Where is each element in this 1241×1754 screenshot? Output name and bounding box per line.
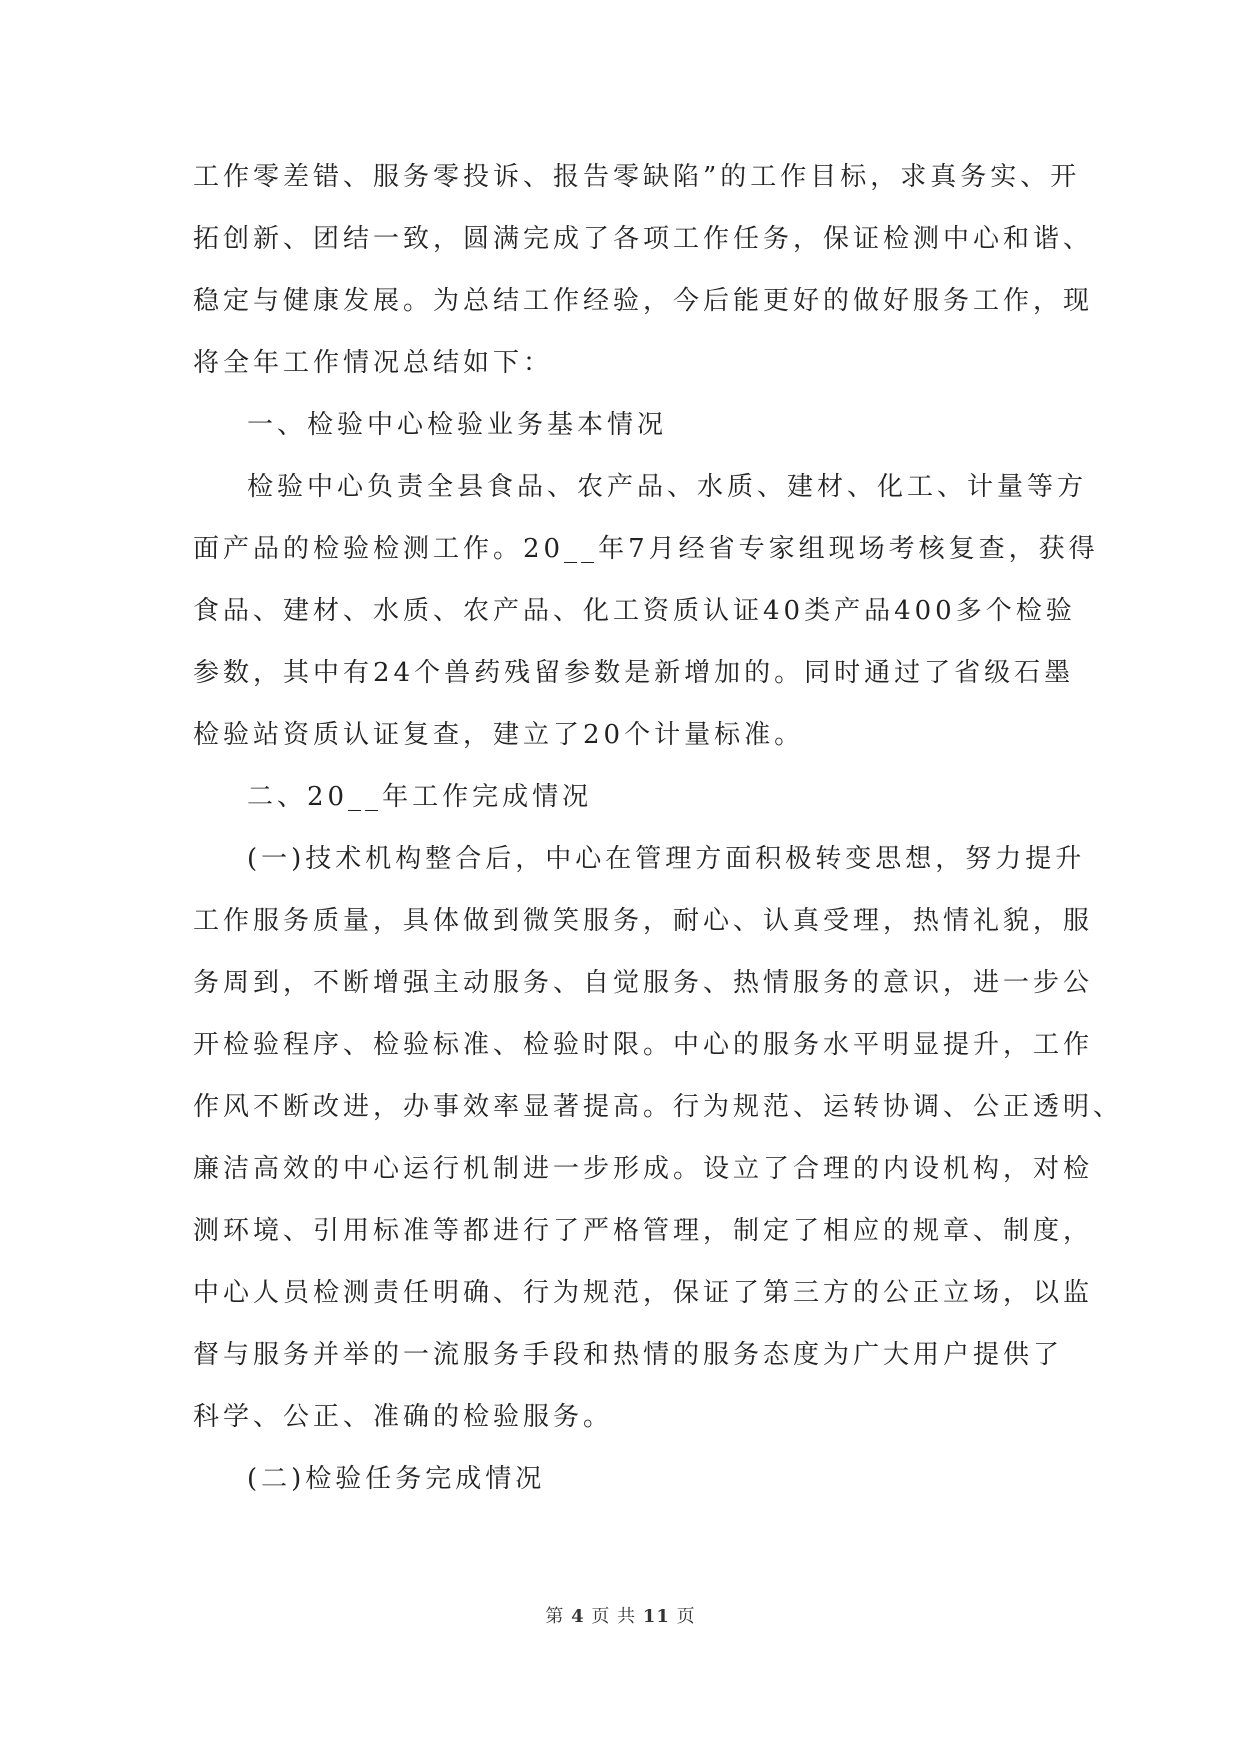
footer-suffix: 页 — [676, 1606, 696, 1627]
total-page-count: 11 — [642, 1606, 670, 1627]
body-line: 面产品的检验检测工作。20__年7月经省专家组现场考核复查，获得 — [193, 534, 1099, 564]
body-line: 食品、建材、水质、农产品、化工资质认证40类产品400多个检验 — [193, 596, 1076, 626]
body-line: 拓创新、团结一致，圆满完成了各项工作任务，保证检测中心和谐、 — [193, 224, 1094, 254]
page-footer — [0, 1602, 1241, 1628]
body-line: 廉洁高效的中心运行机制进一步形成。设立了合理的内设机构，对检 — [193, 1154, 1094, 1184]
section-heading: 一、检验中心检验业务基本情况 — [247, 410, 668, 440]
body-line: 中心人员检测责任明确、行为规范，保证了第三方的公正立场，以监 — [193, 1278, 1094, 1308]
body-line: 开检验程序、检验标准、检验时限。中心的服务水平明显提升，工作 — [193, 1030, 1094, 1060]
body-line: 务周到，不断增强主动服务、自觉服务、热情服务的意识，进一步公 — [193, 968, 1094, 998]
body-line: 作风不断改进，办事效率显著提高。行为规范、运转协调、公正透明、 — [193, 1092, 1124, 1122]
document-body — [193, 146, 1124, 1510]
body-line: 工作服务质量，具体做到微笑服务，耐心、认真受理，热情礼貌，服 — [193, 906, 1094, 936]
body-line: 科学、公正、准确的检验服务。 — [193, 1402, 614, 1432]
body-line: 工作零差错、服务零投诉、报告零缺陷”的工作目标，求真务实、开 — [193, 162, 1081, 192]
body-line: 稳定与健康发展。为总结工作经验，今后能更好的做好服务工作，现 — [193, 286, 1094, 316]
footer-prefix: 第 — [545, 1606, 565, 1627]
footer-middle: 页 共 — [591, 1606, 637, 1627]
body-line: 督与服务并举的一流服务手段和热情的服务态度为广大用户提供了 — [193, 1340, 1064, 1370]
body-line: 测环境、引用标准等都进行了严格管理，制定了相应的规章、制度， — [193, 1216, 1094, 1246]
body-line: 将全年工作情况总结如下： — [193, 348, 554, 378]
section-heading: 二、20__年工作完成情况 — [247, 782, 593, 812]
paragraph-start: 检验中心负责全县食品、农产品、水质、建材、化工、计量等方 — [247, 472, 1088, 502]
paragraph-start: (一)技术机构整合后，中心在管理方面积极转变思想，努力提升 — [247, 844, 1086, 874]
current-page-number: 4 — [571, 1606, 585, 1627]
subsection-heading: (二)检验任务完成情况 — [247, 1464, 546, 1494]
body-line: 检验站资质认证复查，建立了20个计量标准。 — [193, 720, 805, 750]
body-line: 参数，其中有24个兽药残留参数是新增加的。同时通过了省级石墨 — [193, 658, 1075, 688]
